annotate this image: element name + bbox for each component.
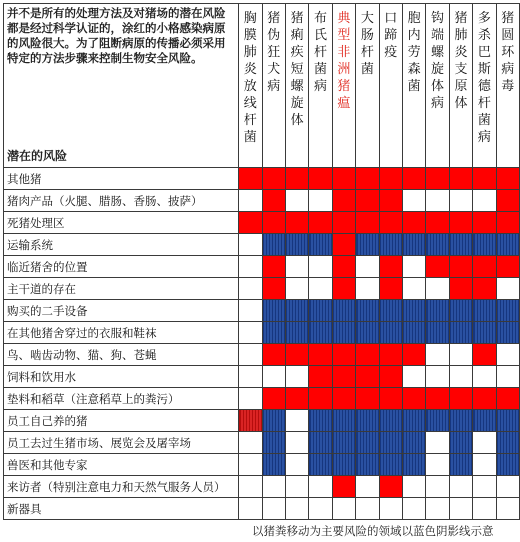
column-header-label: 钩端螺旋体病 bbox=[431, 11, 445, 111]
risk-cell bbox=[473, 234, 496, 256]
column-header bbox=[356, 4, 379, 168]
risk-cell bbox=[379, 256, 402, 278]
risk-cell bbox=[309, 168, 332, 190]
risk-cell bbox=[496, 322, 519, 344]
risk-cell bbox=[449, 388, 472, 410]
risk-cell bbox=[309, 410, 332, 432]
risk-label: 新器具 bbox=[4, 498, 239, 520]
risk-cell bbox=[402, 190, 425, 212]
risk-cell bbox=[262, 256, 285, 278]
risk-cell bbox=[402, 278, 425, 300]
risk-cell bbox=[285, 432, 308, 454]
risk-cell bbox=[262, 498, 285, 520]
risk-cell bbox=[402, 366, 425, 388]
risk-cell bbox=[239, 190, 262, 212]
risk-cell bbox=[285, 366, 308, 388]
risk-cell bbox=[426, 366, 449, 388]
risk-cell bbox=[239, 212, 262, 234]
column-header-label: 典型非洲猪瘟 bbox=[337, 11, 351, 111]
risk-cell bbox=[332, 366, 355, 388]
risk-cell bbox=[426, 234, 449, 256]
risk-cell bbox=[239, 234, 262, 256]
risk-cell bbox=[332, 454, 355, 476]
table-row bbox=[4, 190, 520, 212]
risk-cell bbox=[332, 234, 355, 256]
risk-cell bbox=[402, 344, 425, 366]
risk-cell bbox=[496, 212, 519, 234]
risk-cell bbox=[449, 322, 472, 344]
table-row bbox=[4, 366, 520, 388]
risk-cell bbox=[379, 388, 402, 410]
risk-cell bbox=[496, 300, 519, 322]
risk-cell bbox=[356, 410, 379, 432]
table-row bbox=[4, 344, 520, 366]
risk-cell bbox=[402, 322, 425, 344]
risk-cell bbox=[496, 256, 519, 278]
risk-cell bbox=[332, 432, 355, 454]
risk-cell bbox=[449, 234, 472, 256]
risk-cell bbox=[379, 366, 402, 388]
risk-cell bbox=[379, 234, 402, 256]
biosecurity-risk-table bbox=[3, 3, 520, 520]
risk-cell bbox=[449, 168, 472, 190]
risk-cell bbox=[262, 234, 285, 256]
column-header-label: 猪伪狂犬病 bbox=[267, 11, 281, 94]
risk-cell bbox=[473, 410, 496, 432]
risk-cell bbox=[309, 190, 332, 212]
risk-label: 在其他猪舍穿过的衣服和鞋袜 bbox=[4, 322, 239, 344]
risk-label: 鸟、啮齿动物、猫、狗、苍蝇 bbox=[4, 344, 239, 366]
risk-cell bbox=[473, 256, 496, 278]
risk-cell bbox=[332, 168, 355, 190]
column-header-label: 胸膜肺炎放线杆菌 bbox=[243, 11, 257, 145]
risk-cell bbox=[379, 212, 402, 234]
risk-cell bbox=[402, 454, 425, 476]
risk-cell bbox=[379, 454, 402, 476]
table-row bbox=[4, 410, 520, 432]
risk-cell bbox=[449, 212, 472, 234]
risk-column-header: 潜在的风险 bbox=[7, 149, 68, 163]
risk-cell bbox=[473, 278, 496, 300]
intro-cell bbox=[4, 4, 239, 168]
risk-cell bbox=[356, 476, 379, 498]
risk-cell bbox=[449, 278, 472, 300]
column-header bbox=[379, 4, 402, 168]
risk-cell bbox=[239, 410, 262, 432]
risk-cell bbox=[379, 410, 402, 432]
risk-label: 员工自己养的猪 bbox=[4, 410, 239, 432]
risk-cell bbox=[309, 212, 332, 234]
risk-cell bbox=[356, 300, 379, 322]
risk-cell bbox=[379, 498, 402, 520]
table-row bbox=[4, 322, 520, 344]
risk-label: 运输系统 bbox=[4, 234, 239, 256]
risk-cell bbox=[285, 344, 308, 366]
risk-cell bbox=[239, 366, 262, 388]
risk-cell bbox=[379, 190, 402, 212]
risk-cell bbox=[426, 454, 449, 476]
risk-cell bbox=[262, 388, 285, 410]
risk-cell bbox=[496, 410, 519, 432]
risk-cell bbox=[356, 278, 379, 300]
risk-cell bbox=[332, 256, 355, 278]
risk-cell bbox=[309, 344, 332, 366]
risk-cell bbox=[426, 256, 449, 278]
risk-cell bbox=[332, 300, 355, 322]
risk-cell bbox=[332, 344, 355, 366]
risk-cell bbox=[309, 256, 332, 278]
risk-cell bbox=[332, 278, 355, 300]
risk-cell bbox=[449, 344, 472, 366]
risk-cell bbox=[262, 410, 285, 432]
risk-cell bbox=[356, 212, 379, 234]
risk-cell bbox=[426, 212, 449, 234]
risk-cell bbox=[496, 388, 519, 410]
risk-cell bbox=[239, 300, 262, 322]
risk-cell bbox=[285, 278, 308, 300]
risk-label: 来访者（特别注意电力和天然气服务人员） bbox=[4, 476, 239, 498]
table-row bbox=[4, 234, 520, 256]
risk-label: 其他猪 bbox=[4, 168, 239, 190]
risk-cell bbox=[239, 498, 262, 520]
risk-label: 兽医和其他专家 bbox=[4, 454, 239, 476]
risk-cell bbox=[262, 344, 285, 366]
table-row bbox=[4, 300, 520, 322]
column-header bbox=[239, 4, 262, 168]
risk-cell bbox=[426, 498, 449, 520]
risk-cell bbox=[496, 344, 519, 366]
risk-cell bbox=[402, 256, 425, 278]
risk-cell bbox=[332, 322, 355, 344]
risk-cell bbox=[309, 234, 332, 256]
risk-cell bbox=[473, 212, 496, 234]
risk-cell bbox=[285, 168, 308, 190]
risk-cell bbox=[402, 432, 425, 454]
risk-cell bbox=[402, 498, 425, 520]
risk-cell bbox=[262, 454, 285, 476]
risk-cell bbox=[449, 476, 472, 498]
risk-cell bbox=[262, 168, 285, 190]
risk-cell bbox=[402, 212, 425, 234]
risk-cell bbox=[449, 256, 472, 278]
table-row bbox=[4, 168, 520, 190]
risk-cell bbox=[496, 498, 519, 520]
risk-cell bbox=[309, 454, 332, 476]
risk-cell bbox=[356, 454, 379, 476]
risk-cell bbox=[402, 476, 425, 498]
risk-cell bbox=[309, 388, 332, 410]
risk-cell bbox=[239, 344, 262, 366]
risk-cell bbox=[285, 190, 308, 212]
risk-label: 猪肉产品（火腿、腊肠、香肠、披萨） bbox=[4, 190, 239, 212]
column-header bbox=[285, 4, 308, 168]
column-header bbox=[309, 4, 332, 168]
column-header-label: 口蹄疫 bbox=[384, 11, 398, 60]
column-header bbox=[496, 4, 519, 168]
risk-cell bbox=[379, 300, 402, 322]
risk-cell bbox=[332, 476, 355, 498]
risk-cell bbox=[285, 410, 308, 432]
risk-cell bbox=[285, 212, 308, 234]
column-header-label: 布氏杆菌病 bbox=[314, 11, 328, 94]
risk-cell bbox=[239, 454, 262, 476]
risk-cell bbox=[496, 366, 519, 388]
risk-cell bbox=[285, 476, 308, 498]
risk-cell bbox=[402, 168, 425, 190]
risk-label: 饲料和饮用水 bbox=[4, 366, 239, 388]
risk-cell bbox=[402, 410, 425, 432]
risk-cell bbox=[496, 278, 519, 300]
risk-cell bbox=[473, 344, 496, 366]
risk-cell bbox=[332, 388, 355, 410]
table-row bbox=[4, 212, 520, 234]
column-header bbox=[262, 4, 285, 168]
risk-cell bbox=[379, 278, 402, 300]
risk-cell bbox=[402, 388, 425, 410]
risk-cell bbox=[449, 498, 472, 520]
risk-cell bbox=[356, 388, 379, 410]
risk-cell bbox=[309, 498, 332, 520]
risk-cell bbox=[496, 234, 519, 256]
column-header bbox=[402, 4, 425, 168]
risk-cell bbox=[356, 344, 379, 366]
risk-cell bbox=[496, 432, 519, 454]
column-header-label: 猪圆环病毒 bbox=[501, 11, 515, 94]
risk-cell bbox=[402, 300, 425, 322]
risk-cell bbox=[356, 498, 379, 520]
risk-cell bbox=[262, 476, 285, 498]
risk-cell bbox=[496, 168, 519, 190]
risk-label: 购买的二手设备 bbox=[4, 300, 239, 322]
risk-cell bbox=[473, 454, 496, 476]
risk-cell bbox=[239, 256, 262, 278]
risk-cell bbox=[473, 322, 496, 344]
risk-cell bbox=[379, 432, 402, 454]
column-header bbox=[426, 4, 449, 168]
column-header-label: 大肠杆菌 bbox=[360, 11, 374, 77]
column-header bbox=[473, 4, 496, 168]
risk-cell bbox=[262, 322, 285, 344]
risk-cell bbox=[309, 322, 332, 344]
risk-cell bbox=[426, 168, 449, 190]
risk-cell bbox=[285, 322, 308, 344]
risk-cell bbox=[239, 168, 262, 190]
risk-cell bbox=[285, 388, 308, 410]
risk-cell bbox=[449, 432, 472, 454]
table-row bbox=[4, 476, 520, 498]
risk-cell bbox=[426, 410, 449, 432]
risk-cell bbox=[402, 234, 425, 256]
risk-cell bbox=[285, 498, 308, 520]
risk-cell bbox=[285, 454, 308, 476]
risk-cell bbox=[356, 366, 379, 388]
risk-cell bbox=[473, 300, 496, 322]
intro-text: 并不是所有的处理方法及对猪场的潜在风险都是经过科学认证的，涂红的小格感染病原的风险很大。为了阻断病原的传播必须采用特定的方法步骤来控制生物安全风险。 bbox=[7, 6, 226, 65]
risk-cell bbox=[473, 432, 496, 454]
table-row bbox=[4, 388, 520, 410]
risk-cell bbox=[309, 476, 332, 498]
risk-label: 员工去过生猪市场、展览会及屠宰场 bbox=[4, 432, 239, 454]
risk-cell bbox=[426, 322, 449, 344]
risk-cell bbox=[309, 278, 332, 300]
caption-note: 以猪粪移动为主要风险的领域以蓝色阴影线示意 bbox=[252, 524, 494, 538]
risk-cell bbox=[356, 168, 379, 190]
risk-cell bbox=[426, 388, 449, 410]
risk-cell bbox=[496, 454, 519, 476]
column-header-label: 多杀巴斯德杆菌病 bbox=[477, 11, 491, 145]
risk-cell bbox=[473, 476, 496, 498]
risk-cell bbox=[285, 234, 308, 256]
risk-cell bbox=[356, 234, 379, 256]
risk-cell bbox=[426, 190, 449, 212]
risk-cell bbox=[356, 190, 379, 212]
column-header bbox=[332, 4, 355, 168]
risk-label: 死猪处理区 bbox=[4, 212, 239, 234]
risk-cell bbox=[449, 454, 472, 476]
risk-cell bbox=[262, 366, 285, 388]
risk-cell bbox=[239, 278, 262, 300]
risk-cell bbox=[426, 278, 449, 300]
risk-cell bbox=[309, 366, 332, 388]
risk-cell bbox=[473, 366, 496, 388]
risk-cell bbox=[332, 190, 355, 212]
risk-cell bbox=[426, 300, 449, 322]
column-header-label: 胞内劳森菌 bbox=[407, 11, 421, 94]
risk-cell bbox=[473, 388, 496, 410]
risk-cell bbox=[426, 344, 449, 366]
risk-cell bbox=[379, 476, 402, 498]
risk-cell bbox=[356, 432, 379, 454]
risk-cell bbox=[262, 190, 285, 212]
risk-cell bbox=[239, 388, 262, 410]
risk-cell bbox=[262, 432, 285, 454]
risk-cell bbox=[356, 256, 379, 278]
risk-cell bbox=[262, 212, 285, 234]
risk-label: 垫料和稻草（注意稻草上的粪污） bbox=[4, 388, 239, 410]
risk-label: 临近猪舍的位置 bbox=[4, 256, 239, 278]
table-row bbox=[4, 432, 520, 454]
risk-cell bbox=[309, 432, 332, 454]
risk-cell bbox=[473, 190, 496, 212]
risk-cell bbox=[332, 410, 355, 432]
risk-cell bbox=[332, 212, 355, 234]
risk-cell bbox=[426, 476, 449, 498]
risk-cell bbox=[332, 498, 355, 520]
column-header-label: 猪肺炎支原体 bbox=[454, 11, 468, 111]
risk-cell bbox=[309, 300, 332, 322]
table-row bbox=[4, 256, 520, 278]
risk-cell bbox=[449, 190, 472, 212]
risk-cell bbox=[449, 366, 472, 388]
risk-cell bbox=[239, 322, 262, 344]
risk-cell bbox=[473, 498, 496, 520]
risk-cell bbox=[449, 300, 472, 322]
risk-rows bbox=[4, 168, 520, 520]
risk-cell bbox=[379, 168, 402, 190]
risk-cell bbox=[285, 256, 308, 278]
table-row bbox=[4, 278, 520, 300]
risk-cell bbox=[356, 322, 379, 344]
risk-cell bbox=[239, 476, 262, 498]
risk-cell bbox=[449, 410, 472, 432]
risk-cell bbox=[285, 300, 308, 322]
risk-cell bbox=[239, 432, 262, 454]
column-header bbox=[449, 4, 472, 168]
risk-cell bbox=[426, 432, 449, 454]
risk-cell bbox=[473, 168, 496, 190]
risk-cell bbox=[379, 344, 402, 366]
risk-label: 主干道的存在 bbox=[4, 278, 239, 300]
table-row bbox=[4, 498, 520, 520]
risk-cell bbox=[262, 278, 285, 300]
table-row bbox=[4, 454, 520, 476]
risk-cell bbox=[496, 190, 519, 212]
risk-cell bbox=[379, 322, 402, 344]
column-header-label: 猪痢疾短螺旋体 bbox=[290, 11, 304, 128]
risk-cell bbox=[496, 476, 519, 498]
risk-cell bbox=[262, 300, 285, 322]
